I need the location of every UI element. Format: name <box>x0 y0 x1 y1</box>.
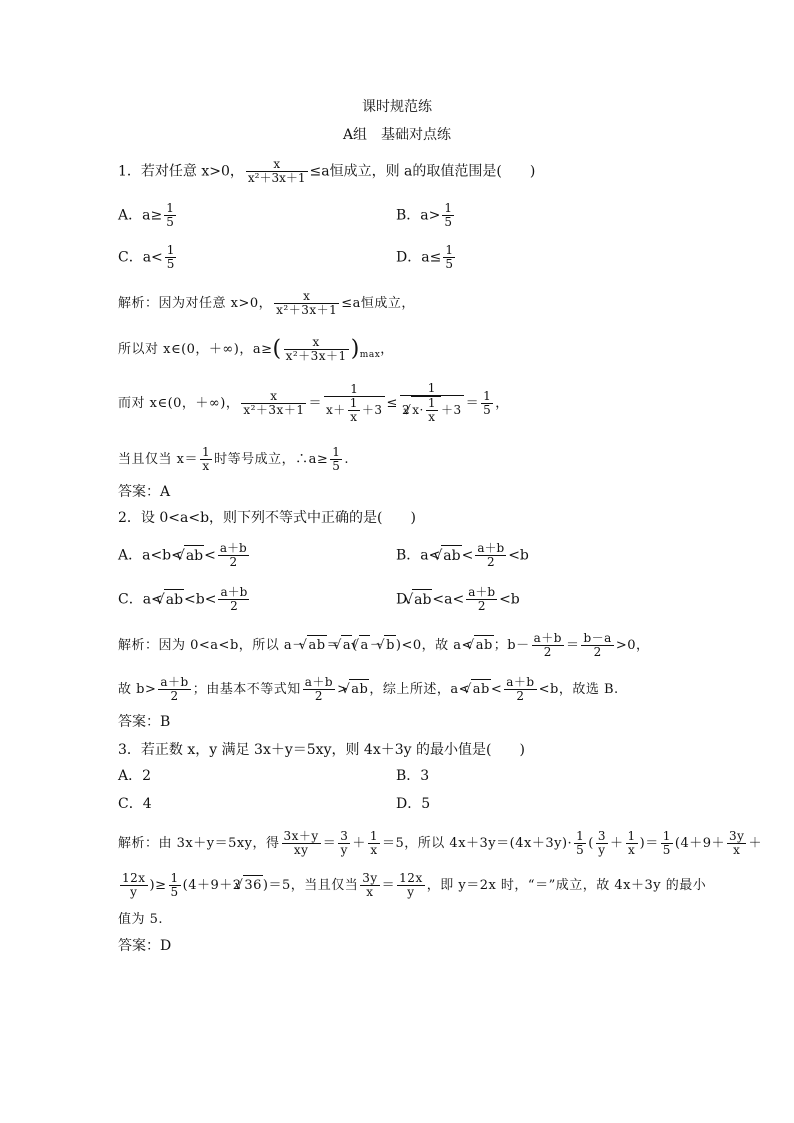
sol-text: ；由基本不等式知 <box>192 682 301 698</box>
sol-text: >0， <box>615 638 650 654</box>
sol-text: ；b－ <box>493 638 530 654</box>
q2-solution-line-2 <box>118 676 619 703</box>
frac-den: y <box>340 843 348 858</box>
q1-option-b-label: B．a> <box>396 207 441 224</box>
sol-text: ≤ <box>386 395 398 411</box>
q1-stem-text-end: ≤a恒成立，则 a的取值范围是( ) <box>309 163 536 180</box>
frac-num: 1 <box>166 201 174 215</box>
frac-num: 1 <box>369 829 379 843</box>
group-heading: A组 基础对点练 <box>342 127 452 143</box>
q1-solution-line-2: 所以对 x∈(0，＋∞)，a≥( $\frac{x}{\text{x²＋3x＋1}}$ )$_{max}$， <box>118 335 394 364</box>
sol-text: ， <box>380 342 394 358</box>
sqrt-ab: √ ab <box>441 545 461 566</box>
sol-text: 所以对 x∈(0，＋∞)，a≥ <box>118 342 273 358</box>
frac-num: 3x＋y <box>283 829 319 843</box>
sqrt-ab: √ ab <box>184 545 204 566</box>
q3-stem: 3．若正数 x，y 满足 3x＋y＝5xy，则 4x＋3y 的最小值是( ) <box>118 742 525 758</box>
q1-solution-line-3 <box>118 382 509 425</box>
sol-text: < <box>461 547 474 564</box>
frac-den: x <box>627 843 636 858</box>
sol-text: . <box>344 452 350 468</box>
frac-den: y <box>598 843 606 858</box>
sol-text: )＝ <box>639 836 659 852</box>
q3-option-c: C．4 <box>118 796 152 812</box>
frac-den: y <box>130 885 138 900</box>
q1-stem-text: 1．若对任意 x>0， <box>118 163 244 180</box>
frac-num: 1 <box>332 445 341 459</box>
max-subscript: max <box>359 349 381 360</box>
frac-den: 2 <box>593 645 602 660</box>
q3-option-a: A．2 <box>118 768 152 784</box>
frac-num: 3y <box>729 829 745 843</box>
q1-frac-num: x <box>246 158 308 172</box>
frac-den: ＋3 <box>440 403 462 418</box>
sol-text: ≤a恒成立， <box>341 296 415 312</box>
frac-num: 1 <box>324 383 385 397</box>
q3-answer: 答案：D <box>118 938 172 954</box>
sol-text: )<0，故 a< <box>395 638 473 654</box>
frac-num: 1 <box>483 388 492 403</box>
sol-text: <a< <box>432 591 465 608</box>
frac-num: a＋b <box>220 585 248 599</box>
sqrt-36: √ 36 <box>243 875 263 896</box>
sol-text: ＝ <box>326 638 341 654</box>
q2-solution-line-1 <box>118 632 649 659</box>
frac-den: 5 <box>445 257 453 272</box>
q2-answer: 答案：B <box>118 714 171 730</box>
q3-solution-line-1 <box>118 830 762 857</box>
q1-answer: 答案：A <box>118 484 171 500</box>
q3-option-d: D．5 <box>396 796 431 812</box>
sol-text: < <box>204 547 216 564</box>
q1-stem <box>118 158 535 185</box>
frac-num: 1 <box>662 829 671 843</box>
frac-den: 5 <box>170 885 179 900</box>
frac-num: 3y <box>362 871 378 885</box>
frac-den: 5 <box>166 257 175 272</box>
q3-solution-line-3: 值为 5. <box>118 912 164 927</box>
frac-den: 2 <box>170 689 179 704</box>
frac-den: 2 <box>516 689 525 704</box>
frac-den: 5 <box>483 402 492 417</box>
q2-option-d-label: D. <box>396 591 412 608</box>
frac-num: a＋b <box>304 675 334 689</box>
sol-text: － <box>369 638 384 654</box>
frac-num: a＋b <box>468 585 496 599</box>
q1-option-a <box>118 202 178 229</box>
q1-option-d <box>396 244 457 271</box>
q1-solution-line-4 <box>118 446 349 473</box>
page-title: 课时规范练 <box>362 99 432 115</box>
sol-text: 故 b> <box>118 682 157 698</box>
sol-text: 而对 x∈(0，＋∞)， <box>118 395 240 411</box>
frac-num: 1 <box>170 871 179 885</box>
sol-text: <b，故选 B. <box>538 682 619 698</box>
sqrt-a: √ a <box>359 635 370 656</box>
frac-den: 2 <box>314 689 323 704</box>
sol-text: ，即 y＝2x 时，“＝”成立，故 4x＋3y 的最小 <box>426 878 707 894</box>
q1-frac-den: x²＋3x＋1 <box>247 171 306 186</box>
frac-num: b－a <box>583 631 612 645</box>
sol-text: <b <box>508 547 529 564</box>
frac-den: x²＋3x＋1 <box>285 349 347 364</box>
sol-text: > <box>337 682 349 698</box>
sol-text: 当且仅当 x＝ <box>118 452 198 468</box>
frac-num: 1 <box>201 445 211 459</box>
frac-den: x＋ <box>325 402 346 417</box>
frac-den: x <box>370 843 378 858</box>
q2-stem: 2．设 0<a<b，则下列不等式中正确的是( ) <box>118 510 416 526</box>
sqrt-ab: √ ab <box>471 679 491 700</box>
sol-text: ＋ <box>610 836 624 852</box>
q3-option-b: B．3 <box>396 768 430 784</box>
frac-num: 1 <box>400 382 464 396</box>
frac-num: a＋b <box>533 631 562 645</box>
frac-den: 2 <box>230 599 238 614</box>
q1-option-b <box>396 202 456 229</box>
sol-text: ＋ <box>352 836 366 852</box>
frac-den: x· <box>412 403 424 418</box>
frac-den: y <box>407 885 415 900</box>
frac-den: 2 <box>401 403 411 418</box>
frac-den: x <box>428 410 436 425</box>
frac-den: 2 <box>486 555 495 570</box>
sol-text: 解析：由 3x＋y＝5xy，得 <box>118 836 280 852</box>
q1-fraction <box>246 158 308 185</box>
q2-option-a <box>118 542 251 569</box>
sol-text: ，综上所述，a< <box>369 682 470 698</box>
q2-option-b <box>396 542 529 569</box>
frac-num: x <box>284 336 349 350</box>
sol-text: ＋ <box>748 836 762 852</box>
frac-den: 5 <box>444 215 453 230</box>
frac-den: x <box>202 459 210 474</box>
frac-num: a＋b <box>219 541 247 555</box>
frac-den: ＋3 <box>361 402 383 417</box>
sqrt-ab: √ ab <box>164 589 184 610</box>
frac-num: a＋b <box>506 675 535 689</box>
frac-num: 1 <box>445 243 453 257</box>
q1-option-c-label: C．a< <box>118 249 163 266</box>
frac-den: 2 <box>477 599 486 614</box>
sol-text: < <box>490 682 503 698</box>
sol-text: ＝5，所以 4x＋3y＝(4x＋3y)· <box>382 836 573 852</box>
q1-option-d-label: D．a≤ <box>396 249 442 266</box>
frac-den: x <box>350 409 358 424</box>
sol-text: ( <box>352 638 358 654</box>
q1-option-c <box>118 244 178 271</box>
frac-den: x <box>366 885 374 900</box>
sol-text: ＝ <box>322 836 337 852</box>
sol-text: <b< <box>184 591 217 608</box>
sol-text: ＝ <box>381 878 396 894</box>
sqrt-ab: √ ab <box>307 635 327 656</box>
frac-num: 1 <box>627 829 636 843</box>
frac-num: 1 <box>444 201 453 215</box>
sqrt-ab: √ ab <box>412 589 432 610</box>
sol-text: )≥ <box>149 878 167 894</box>
sol-text: )＝5，当且仅当 <box>262 878 359 894</box>
frac-num: 12x <box>399 871 423 885</box>
frac-num: x <box>241 390 306 404</box>
sqrt-ab: √ ab <box>474 635 494 656</box>
frac-den: 5 <box>576 843 585 858</box>
sol-text: 解析：因为对任意 x>0， <box>118 296 273 312</box>
sqrt-a: √ a <box>341 635 352 656</box>
frac-num: a＋b <box>160 675 189 689</box>
frac-den: 2 <box>229 555 238 570</box>
sol-text: 解析：因为 0<a<b，所以 a－ <box>118 638 306 654</box>
q2-option-c <box>118 586 251 613</box>
q1-solution-line-1 <box>118 290 415 317</box>
q2-option-d <box>396 586 520 613</box>
frac-num: 3 <box>597 829 607 843</box>
frac-num: 1 <box>427 396 436 411</box>
frac-num: 12x <box>122 871 146 885</box>
frac-num: a＋b <box>477 541 505 555</box>
sqrt-ab: √ ab <box>349 679 369 700</box>
frac-num: 3 <box>340 829 349 843</box>
sol-text: ( <box>588 836 594 852</box>
sol-text: <b <box>499 591 520 608</box>
frac-num: 1 <box>576 829 585 843</box>
q3-solution-line-2 <box>118 872 706 899</box>
sol-text: ， <box>495 395 509 411</box>
frac-num: x <box>274 290 339 304</box>
frac-den: x²＋3x＋1 <box>243 402 305 417</box>
frac-num: 1 <box>166 243 175 257</box>
sol-text: ＝ <box>308 395 322 411</box>
frac-den: xy <box>293 843 309 858</box>
frac-den: 5 <box>166 215 174 230</box>
q1-option-a-label: A．a≥ <box>118 207 163 224</box>
frac-num: 1 <box>349 395 358 410</box>
sqrt-b: √ b <box>384 635 396 656</box>
sol-text: ＝ <box>565 638 580 654</box>
q2-option-b-label: B．a< <box>396 547 441 564</box>
q2-option-a-label: A．a<b< <box>118 547 183 564</box>
frac-den: 2 <box>543 645 552 660</box>
frac-den: x²＋3x＋1 <box>276 303 338 318</box>
sol-text: 时等号成立，∴a≥ <box>214 452 329 468</box>
frac-den: 5 <box>662 843 671 858</box>
sol-text: ＝ <box>465 395 480 411</box>
sol-text: (4＋9＋ <box>674 836 726 852</box>
q2-option-c-label: C．a< <box>118 591 163 608</box>
frac-den: 5 <box>332 459 341 474</box>
frac-den: x <box>733 843 741 858</box>
sol-text: (4＋9＋2 <box>182 878 242 894</box>
